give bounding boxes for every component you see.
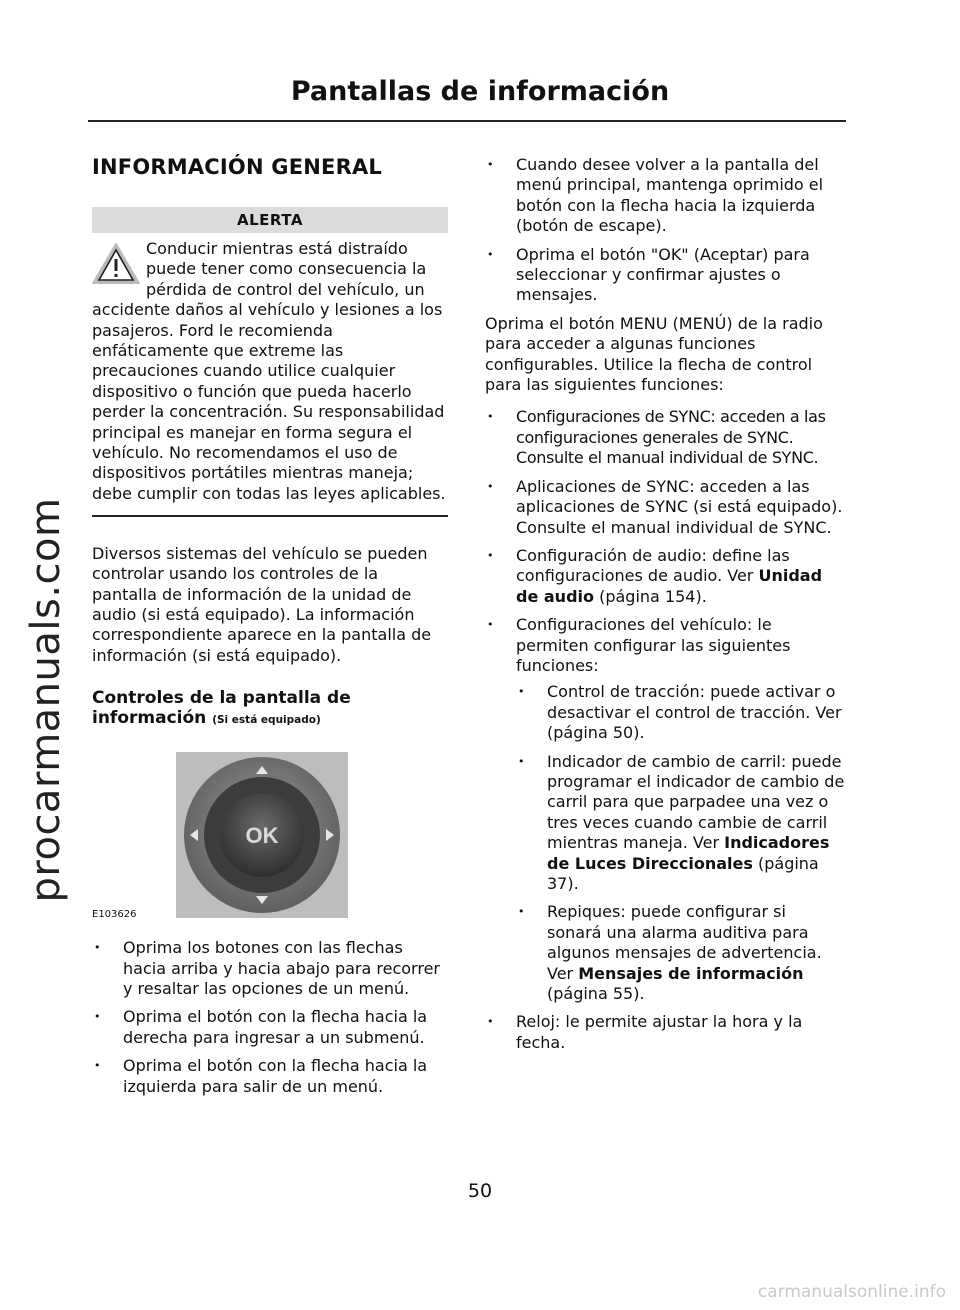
audio-page-ref: (página 154). — [599, 586, 707, 606]
sync-config-text: Configuraciones de SYNC: acceden a las configuraciones generales de SYNC. Consulte el manual individual de SYNC. — [516, 407, 826, 468]
alert-box — [92, 207, 448, 517]
alert-divider — [92, 515, 448, 517]
menu-paragraph: Oprima el botón MENU (MENÚ) de la radio para acceder a algunas funciones configurables. Utilice la flecha de control para las siguientes funciones: — [485, 313, 823, 395]
warning-triangle-icon — [92, 243, 140, 285]
alert-text: Conducir mientras está distraído puede tener como consecuencia la pérdida de control del vehículo, un accidente daños al vehículo y lesiones a los pasajeros. Ford le recomienda enfáticamente que extreme las precauciones cuando utilice cualquier dispositivo o función que pueda hacerlo perder la concentración. Su responsabilidad principal es manejar en forma segura el vehículo. No recomendamos el uso de dispositivos portátiles mientras maneja; debe cumplir con todas las leyes aplicables. — [92, 239, 446, 503]
side-watermark — [23, 497, 69, 903]
side-watermark-text: procarmanuals.com — [23, 497, 69, 903]
list-item — [516, 752, 845, 895]
right-column — [485, 155, 845, 1061]
list-item: • Cuando desee volver a la pantalla del menú principal, mantenga oprimido el botón con la flecha hacia la izquierda (botón de escape). — [485, 155, 845, 237]
intro-paragraph: Diversos sistemas del vehículo se pueden controlar usando los controles de la pantalla de información de la unidad de audio (si está equipado). La información correspondiente aparece en la pantalla de información (si está equipado). — [92, 543, 432, 665]
list-item — [485, 407, 845, 468]
subheading — [92, 688, 448, 730]
sync-apps-text: Aplicaciones de SYNC: acceden a las aplicaciones de SYNC (si está equipado). Consulte el manual individual de SYNC. — [516, 476, 843, 537]
chimes-text: Repiques: puede configurar si sonará una alarma auditiva para algunos mensajes de advertencia. Ver — [547, 902, 822, 983]
list-item — [516, 902, 845, 1004]
vehicle-sub-list — [516, 682, 845, 1004]
list-item: • Oprima el botón "OK" (Aceptar) para seleccionar y confirmar ajustes o mensajes. — [485, 245, 845, 306]
figure-label: E103626 — [92, 909, 137, 921]
list-item — [485, 477, 845, 538]
list-item — [485, 615, 845, 1004]
section-title: INFORMACIÓN GENERAL — [92, 155, 382, 179]
list-item: • Reloj: le permite ajustar la hora y la fecha. — [485, 1012, 845, 1053]
audio-text: Configuración de audio: define las configuraciones de audio. Ver — [516, 545, 790, 586]
lane-change-link[interactable]: Indicadores de Luces Direccionales — [547, 833, 830, 873]
alert-body — [92, 239, 448, 504]
list-item: • Oprima los botones con las flechas hacia arriba y hacia abajo para recorrer y resaltar las opciones de un menú. — [92, 938, 448, 999]
audio-link[interactable]: Unidad de audio — [516, 566, 823, 606]
list-item: • Oprima el botón con la flecha hacia la derecha para ingresar a un submenú. — [92, 1007, 448, 1048]
chimes-page-ref: (página 55). — [547, 984, 645, 1004]
ok-control-image — [176, 752, 348, 918]
header-divider — [88, 120, 846, 122]
subheading-text: Controles de la pantalla de información — [92, 688, 351, 729]
list-item: • Oprima el botón con la flecha hacia la izquierda para salir de un menú. — [92, 1056, 448, 1097]
lane-change-text: Indicador de cambio de carril: puede programar el indicador de cambio de carril para que parpadee una vez o tres veces cuando cambie de carril mientras maneja. Ver — [547, 751, 845, 853]
list-item — [485, 546, 845, 607]
subheading-note: (Si está equipado) — [212, 714, 321, 727]
lane-change-page-ref: (página 37). — [547, 853, 819, 893]
left-column — [92, 155, 448, 1105]
footer-watermark: carmanualsonline.info — [757, 1282, 946, 1302]
control-figure — [92, 752, 448, 922]
page-header-title: Pantallas de información — [290, 76, 670, 107]
right-top-bullets — [485, 155, 845, 306]
list-item: • Control de tracción: puede activar o desactivar el control de tracción. Ver (página 50). — [516, 682, 845, 743]
menu-bullet-list — [485, 407, 845, 1053]
alert-label: ALERTA — [92, 207, 448, 233]
chimes-link[interactable]: Mensajes de información — [578, 963, 804, 983]
page-number: 50 — [467, 1180, 493, 1202]
ok-button-label: OK — [245, 823, 279, 849]
left-bullet-list — [92, 938, 448, 1097]
vehicle-settings-text: Configuraciones del vehículo: le permiten configurar las siguientes funciones: — [516, 615, 791, 675]
